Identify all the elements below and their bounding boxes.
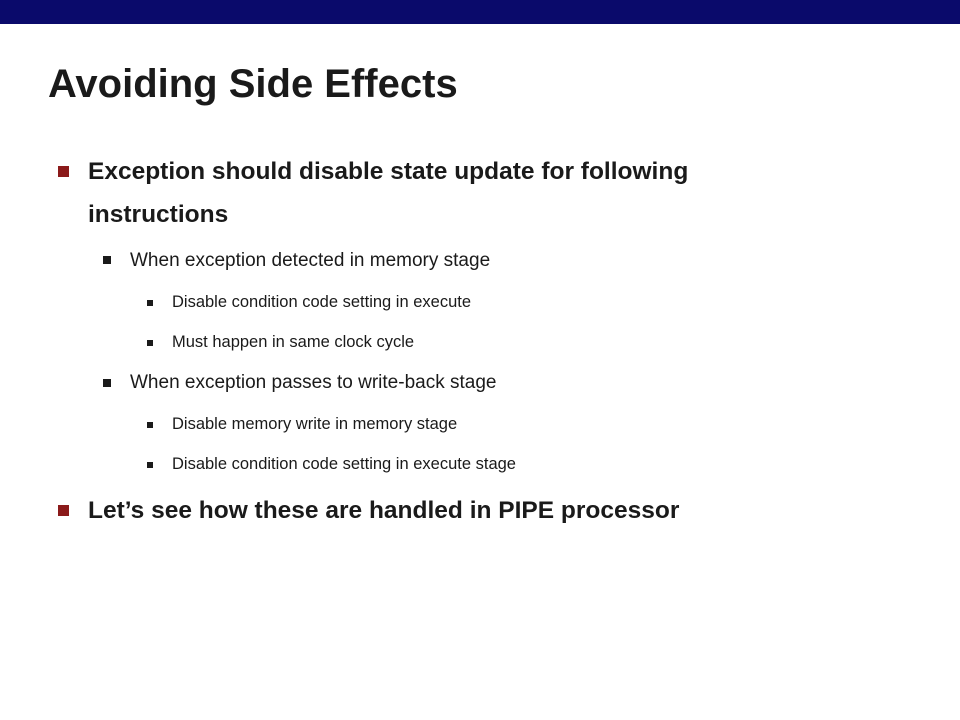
square-bullet-icon (147, 300, 153, 306)
sub-sub-bullet-text: Disable condition code setting in execute (172, 293, 472, 311)
sub-bullet-text: When exception detected in memory stage (130, 250, 491, 271)
square-bullet-icon (103, 379, 111, 387)
sub-sub-bullet-text: Disable condition code setting in execute stage (172, 455, 516, 473)
square-bullet-icon (147, 340, 153, 346)
bullet-text-line1: Exception should disable state update for following (88, 158, 689, 185)
square-bullet-icon (147, 462, 153, 468)
square-bullet-icon (58, 505, 69, 516)
sub-sub-bullet-text: Must happen in same clock cycle (172, 333, 415, 351)
sub-bullet-text: When exception passes to write-back stage (130, 372, 497, 393)
square-bullet-icon (103, 256, 111, 264)
sub-sub-bullet-text: Disable memory write in memory stage (172, 415, 458, 433)
slide-title: Avoiding Side Effects (48, 62, 458, 106)
square-bullet-icon (58, 166, 69, 177)
square-bullet-icon (147, 422, 153, 428)
bullet-text-line2: instructions (88, 201, 229, 228)
bullet-text: Let’s see how these are handled in PIPE processor (88, 497, 680, 524)
